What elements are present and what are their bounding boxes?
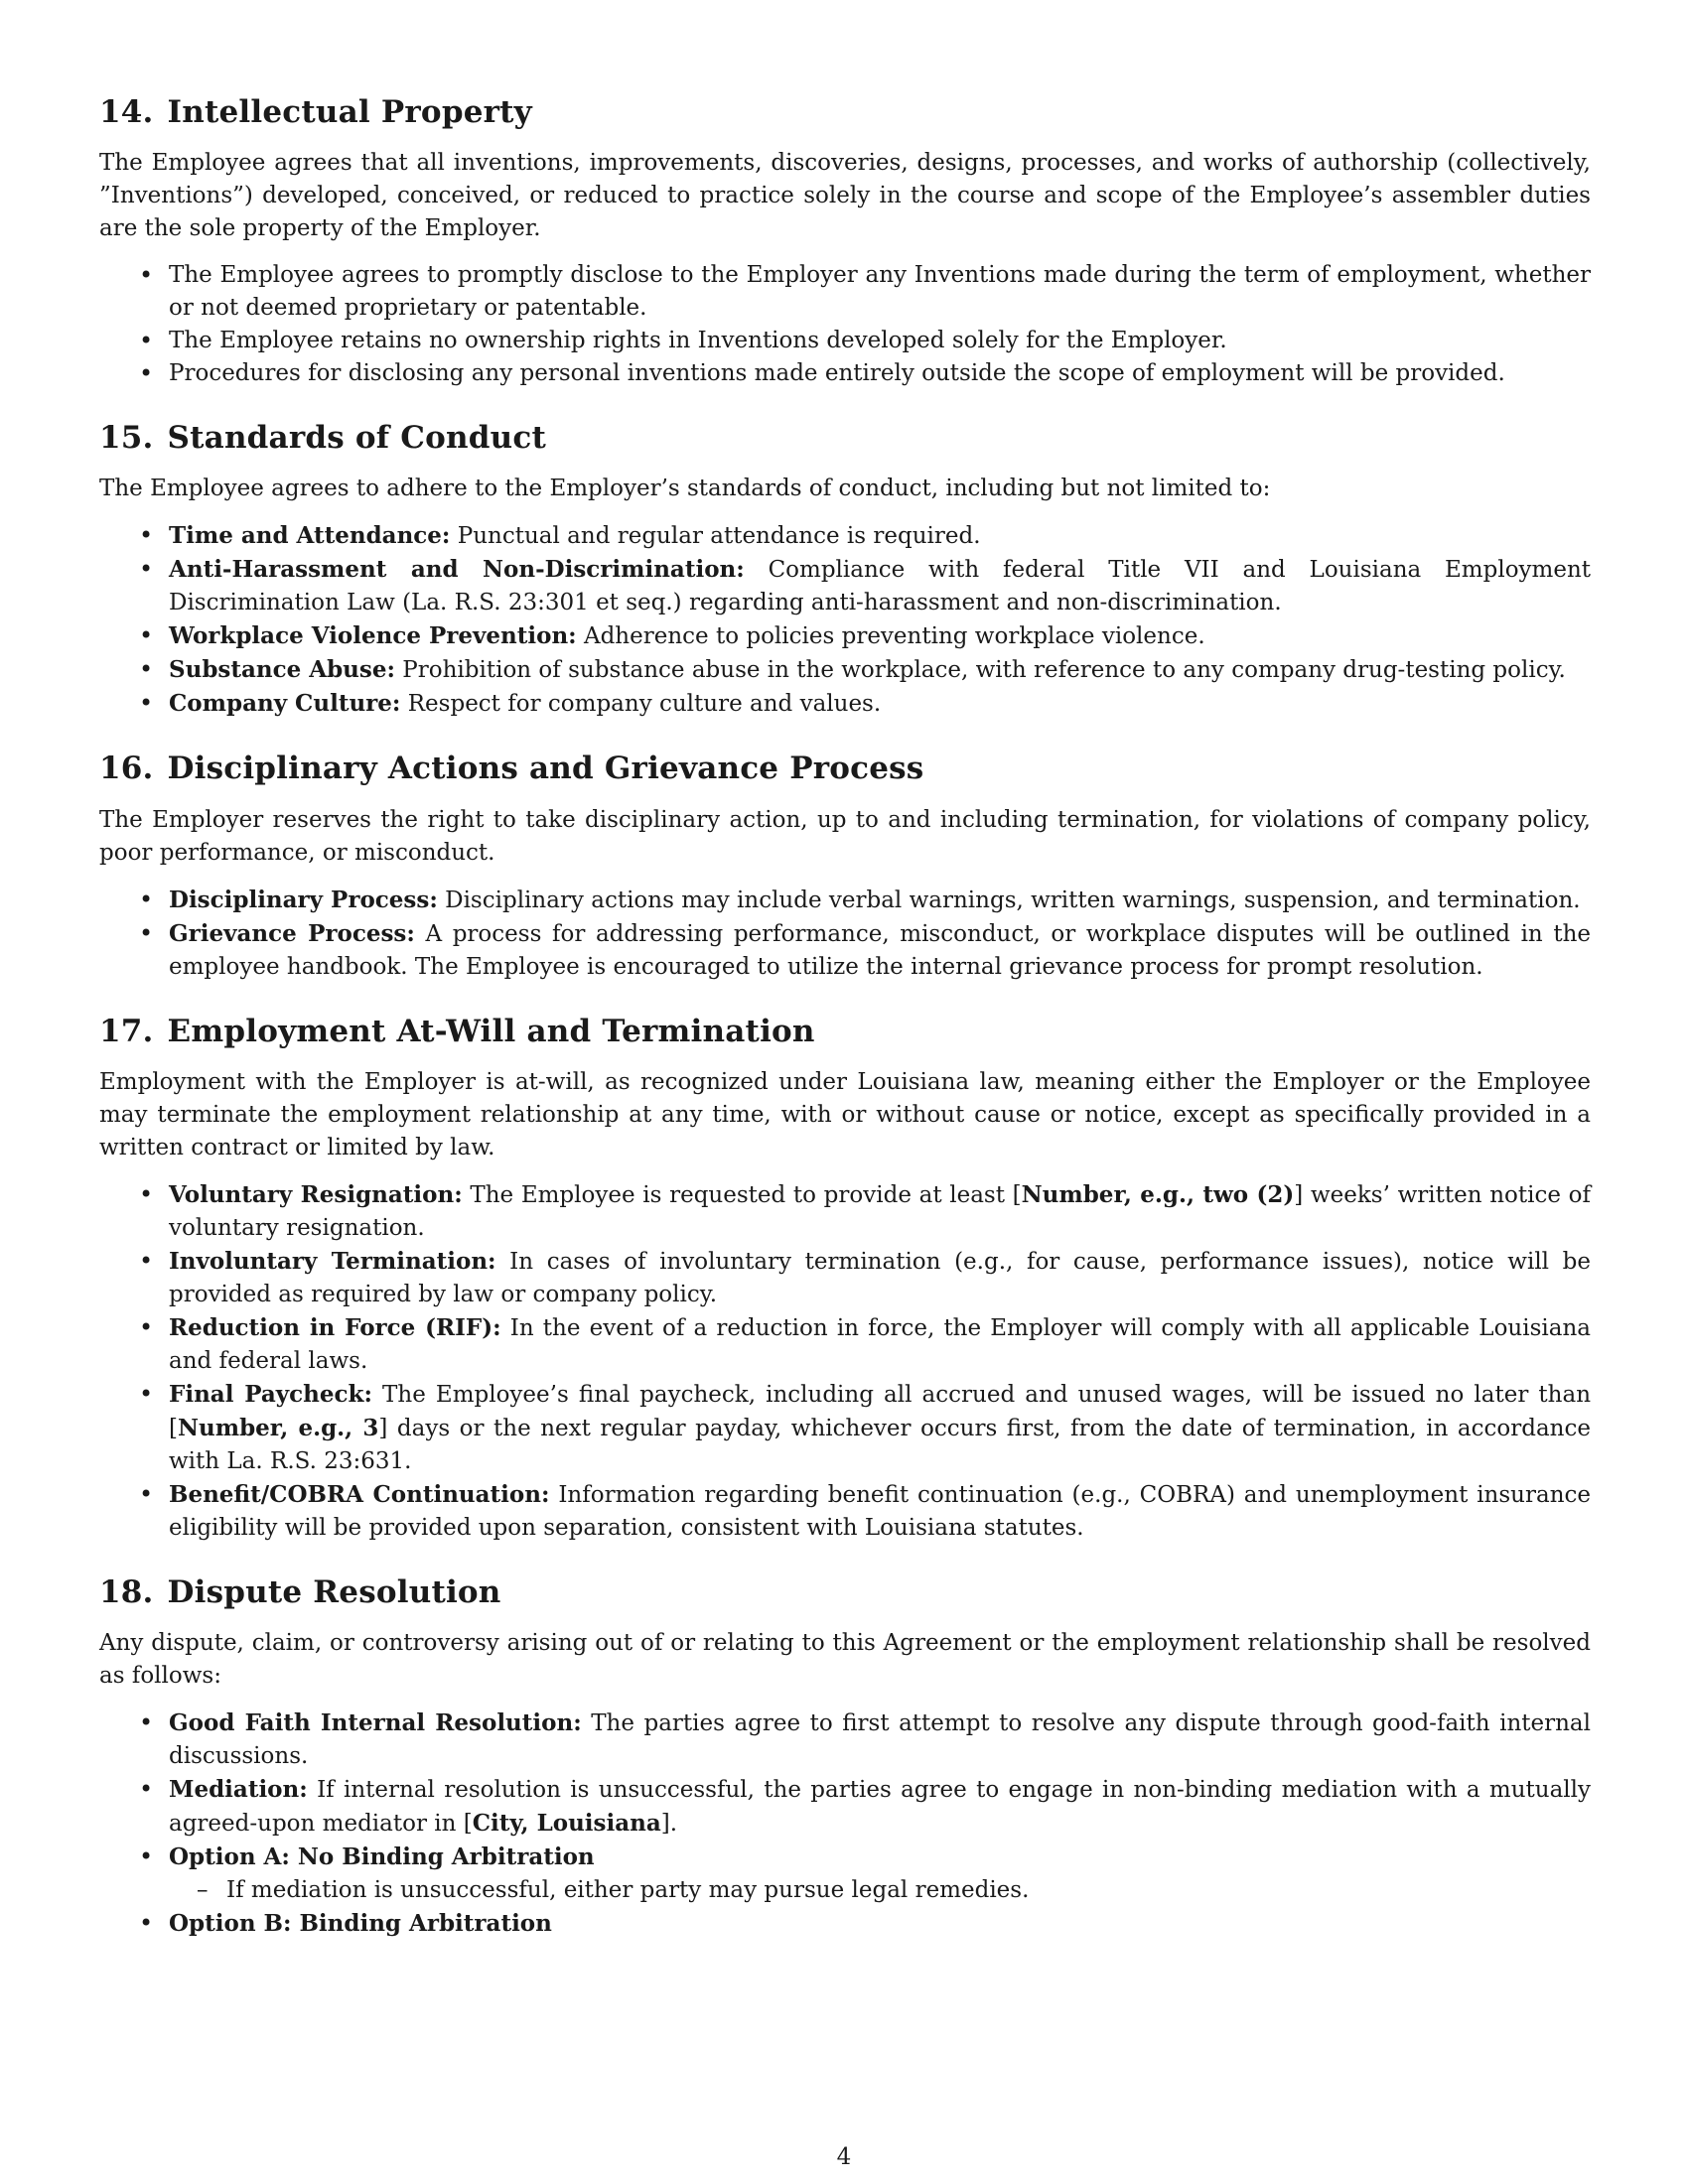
list-item: • Anti-Harassment and Non-Discrimination: Compliance with federal Title VII and Louisiana Employment Discrimination Law (La. R.S. 23:301 et seq.) regarding anti-harassment and non-discrimination. [99, 553, 1591, 619]
list-item: • Option B: Binding Arbitration [99, 1907, 1591, 1941]
list-item: • Involuntary Termination: In cases of involuntary termination (e.g., for cause, performance issues), notice will be provided as required by law or company policy. [99, 1245, 1591, 1311]
section-employment-at-will [99, 1014, 1591, 1545]
section-heading: 14. Intellectual Property [99, 94, 532, 130]
section-intellectual-property [99, 94, 1591, 390]
list-item: • Company Culture: Respect for company culture and values. [99, 687, 1591, 721]
list-item: • Substance Abuse: Prohibition of substance abuse in the workplace, with reference to any company drug-testing policy. [99, 653, 1591, 687]
list-item: • Disciplinary Process: Disciplinary actions may include verbal warnings, written warnings, suspension, and termination. [99, 884, 1591, 917]
bullet-list [99, 259, 1591, 390]
list-item: • The Employee retains no ownership rights in Inventions developed solely for the Employer. [99, 325, 1591, 357]
list-item: • Time and Attendance: Punctual and regular attendance is required. [99, 519, 1591, 553]
page-number: 4 [836, 2144, 852, 2170]
bullet-list [99, 1706, 1591, 1941]
section-intro: The Employer reserves the right to take disciplinary action, up to and including termination, for violations of company policy, poor performance, or misconduct. [99, 806, 1591, 866]
list-item: • Voluntary Resignation: The Employee is requested to provide at least [Number, e.g., two (2)] weeks’ written notice of voluntary resignation. [99, 1178, 1591, 1245]
list-item: • Workplace Violence Prevention: Adherence to policies preventing workplace violence. [99, 619, 1591, 653]
section-intro: Any dispute, claim, or controversy arising out of or relating to this Agreement or the employment relationship shall be resolved as follows: [99, 1629, 1591, 1689]
sub-list-item: – If mediation is unsuccessful, either party may pursue legal remedies. [169, 1874, 1591, 1907]
placeholder-field: Number, e.g., 3 [177, 1414, 379, 1441]
sub-list [169, 1874, 1591, 1907]
section-heading: 18. Dispute Resolution [99, 1573, 501, 1610]
placeholder-field: Number, e.g., two (2) [1021, 1180, 1295, 1208]
list-item: • Mediation: If internal resolution is unsuccessful, the parties agree to engage in non-binding mediation with a mutually agreed-upon mediator in [City, Louisiana]. [99, 1773, 1591, 1841]
section-heading: 16. Disciplinary Actions and Grievance Process [99, 751, 924, 787]
section-standards-of-conduct [99, 420, 1591, 721]
list-item: • Grievance Process: A process for addressing performance, misconduct, or workplace disputes will be outlined in the employee handbook. The Employee is encouraged to utilize the internal grievance process for prompt resolution. [99, 917, 1591, 984]
section-heading: 15. Standards of Conduct [99, 420, 546, 457]
list-item: • Benefit/COBRA Continuation: Information regarding benefit continuation (e.g., COBRA) and unemployment insurance eligibility will be provided upon separation, consistent with Louisiana statutes. [99, 1478, 1591, 1545]
list-item: • The Employee agrees to promptly disclose to the Employer any Inventions made during the term of employment, whether or not deemed proprietary or patentable. [99, 259, 1591, 325]
list-item: • Good Faith Internal Resolution: The parties agree to first attempt to resolve any dispute through good-faith internal discussions. [99, 1706, 1591, 1773]
bullet-list [99, 884, 1591, 984]
section-intro: Employment with the Employer is at-will, as recognized under Louisiana law, meaning either the Employer or the Employee may terminate the employment relationship at any time, with or without cause or notice, except as specifically provided in a written contract or limited by law. [99, 1068, 1591, 1160]
section-dispute-resolution [99, 1574, 1591, 1941]
placeholder-field: City, Louisiana [472, 1809, 661, 1837]
list-item: • Final Paycheck: The Employee’s final paycheck, including all accrued and unused wages, will be issued no later than [Number, e.g., 3] days or the next regular payday, whichever occurs first, from the date of termination, in accordance with La. R.S. 23:631. [99, 1378, 1591, 1478]
list-item: • Option A: No Binding Arbitration – If mediation is unsuccessful, either party may pursue legal remedies. [99, 1841, 1591, 1907]
bullet-list [99, 519, 1591, 721]
section-disciplinary-actions [99, 751, 1591, 983]
section-heading: 17. Employment At-Will and Termination [99, 1013, 815, 1049]
list-item: • Procedures for disclosing any personal inventions made entirely outside the scope of employment will be provided. [99, 357, 1591, 390]
section-intro: The Employee agrees that all inventions, improvements, discoveries, designs, processes, and works of authorship (collectively, ”Inventions”) developed, conceived, or reduced to practice solely in the course and scope of the Employee’s assembler duties are the sole property of the Employer. [99, 150, 1591, 242]
list-item: • Reduction in Force (RIF): In the event of a reduction in force, the Employer will comply with all applicable Louisiana and federal laws. [99, 1311, 1591, 1378]
section-intro: The Employee agrees to adhere to the Employer’s standards of conduct, including but not limited to: [99, 476, 1271, 502]
bullet-list [99, 1178, 1591, 1545]
